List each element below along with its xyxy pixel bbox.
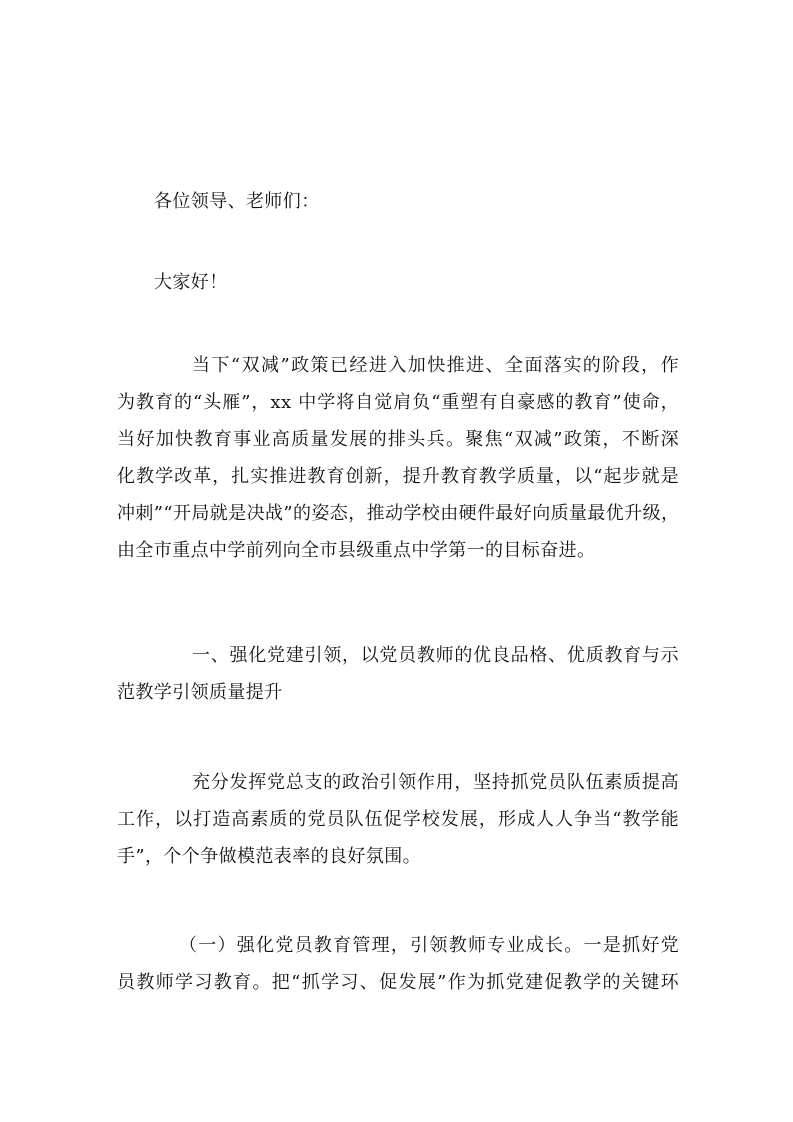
paragraph-line: 当好加快教育事业高质量发展的排头兵。聚焦“双减”政策，不断深 <box>117 429 679 450</box>
salutation: 各位领导、老师们： <box>154 191 320 212</box>
heading-line: 一、强化党建引领，以党员教师的优良品格、优质教育与示 <box>192 645 679 666</box>
paragraph-line: 当下“双减”政策已经进入加快推进、全面落实的阶段，作 <box>192 355 679 376</box>
paragraph-line: 由全市重点中学前列向全市县级重点中学第一的目标奋进。 <box>117 540 596 561</box>
greeting: 大家好！ <box>154 272 228 293</box>
paragraph-line: 冲刺”“开局就是决战”的姿态，推动学校由硬件最好向质量最优升级， <box>117 503 680 524</box>
paragraph-line: 充分发挥党总支的政治引领作用，坚持抓党员队伍素质提高 <box>192 772 679 793</box>
paragraph-line: 化教学改革，扎实推进教育创新，提升教育教学质量，以“起步就是 <box>117 466 679 487</box>
paragraph-line: 为教育的“头雁”，xx 中学将自觉肩负“重塑有自豪感的教育”使命， <box>117 392 679 413</box>
paragraph-line: （一）强化党员教育管理，引领教师专业成长。一是抓好党 <box>179 935 679 956</box>
paragraph-line: 工作，以打造高素质的党员队伍促学校发展，形成人人争当“教学能 <box>117 809 679 830</box>
heading-line: 范教学引领质量提升 <box>117 682 283 703</box>
paragraph-line: 员教师学习教育。把“抓学习、促发展”作为抓党建促教学的关键环 <box>117 972 679 993</box>
paragraph-line: 手”，个个争做模范表率的良好氛围。 <box>117 846 422 867</box>
